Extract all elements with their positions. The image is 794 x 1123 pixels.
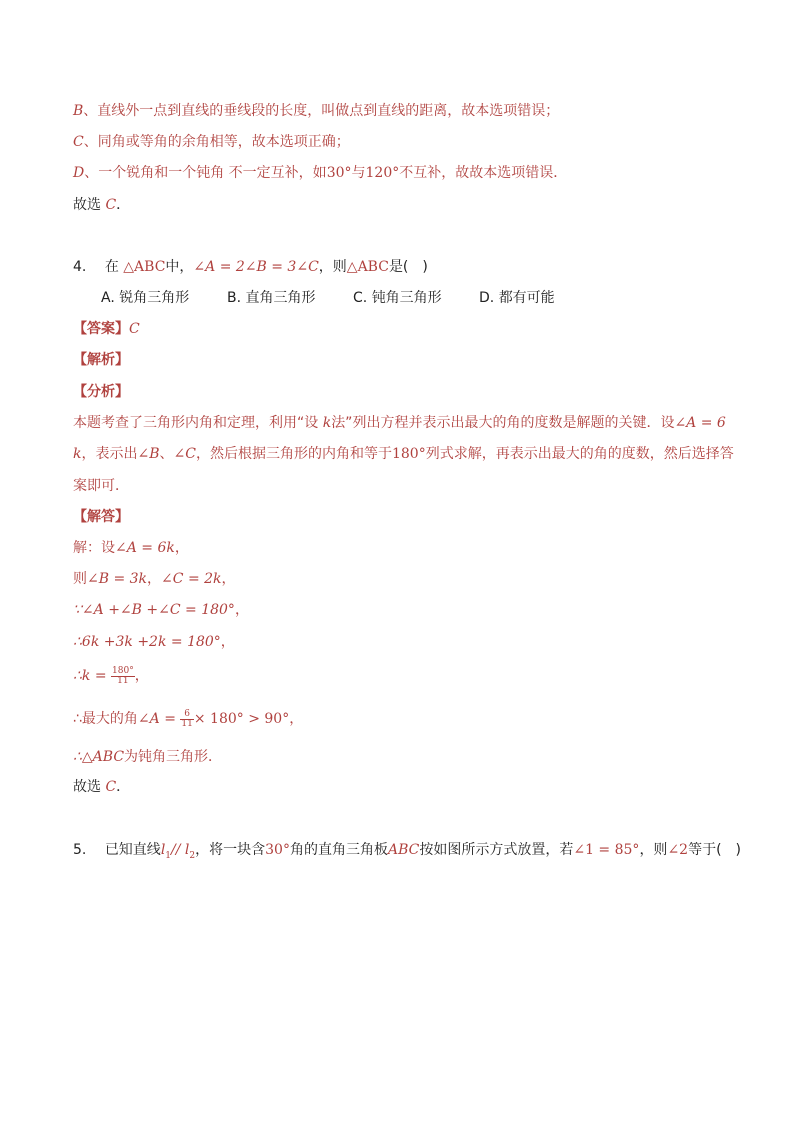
question-number: 5. <box>73 842 87 858</box>
question-4-stem: 4. 在 △ABC中，∠A = 2∠B = 3∠C，则△ABC是( ) <box>73 259 428 275</box>
answer-tag: 【答案】 <box>73 321 129 337</box>
option-c-explanation: C、同角或等角的余角相等，故本选项正确； <box>73 134 350 150</box>
analysis-line-2: k，表示出∠B、∠C，然后根据三角形的内角和等于180°列式求解，再表示出最大的角的度数，然后选择答 <box>73 446 734 462</box>
fenxi-tag: 【分析】 <box>73 384 129 400</box>
fraction-6-over-11: $\frac{6}{11}$ <box>181 708 193 729</box>
analysis-line-3: 案即可． <box>73 478 129 494</box>
option-b: B. 直角三角形 <box>227 290 316 306</box>
analysis-line-1: 本题考查了三角形内角和定理，利用“设 k法”列出方程并表示出最大的角的度数是解题的关键．设∠A = 6 <box>73 415 726 431</box>
solution-line-2: 则∠B = 3k，∠C = 2k， <box>73 571 236 587</box>
solution-line-5: ∴k = $\frac{180^\circ}{11}$ ， <box>73 665 149 686</box>
jieda-tag: 【解答】 <box>73 509 129 525</box>
solution-line-1: 解：设∠A = 6k， <box>73 540 189 556</box>
question-number: 4. <box>73 259 87 275</box>
q4-conclusion: 故选 C． <box>73 779 131 795</box>
solution-line-3: ∵∠A +∠B +∠C = 180°， <box>73 602 249 618</box>
fraction-180-over-11: $\frac{180^\circ}{11}$ <box>112 665 134 686</box>
solution-line-4: ∴6k +3k +2k = 180°， <box>73 634 235 650</box>
option-a: A. 锐角三角形 <box>101 290 190 306</box>
solution-line-6: ∴最大的角∠A = $\frac{6}{11}$ × 180° > 90°， <box>73 708 304 729</box>
jiexi-tag: 【解析】 <box>73 352 129 368</box>
option-b-explanation: B、直线外一点到直线的垂线段的长度，叫做点到直线的距离，故本选项错误； <box>73 103 560 119</box>
option-d: D. 都有可能 <box>479 290 555 306</box>
option-d-explanation: D、一个锐角和一个钝角 不一定互补，如30°与120°不互补，故故本选项错误． <box>73 165 568 181</box>
option-c: C. 钝角三角形 <box>353 290 442 306</box>
solution-line-7: ∴△ABC为钝角三角形． <box>73 749 223 765</box>
question-5-stem: 5. 已知直线$l_1//$ $l_2$，将一块含30°角的直角三角板ABC按如图所示方式放置，若∠1 = 85°，则∠2等于( ) <box>73 842 742 861</box>
answer-value: C <box>129 321 140 337</box>
answer-line <box>73 319 140 339</box>
q3-conclusion: 故选 C． <box>73 197 131 213</box>
